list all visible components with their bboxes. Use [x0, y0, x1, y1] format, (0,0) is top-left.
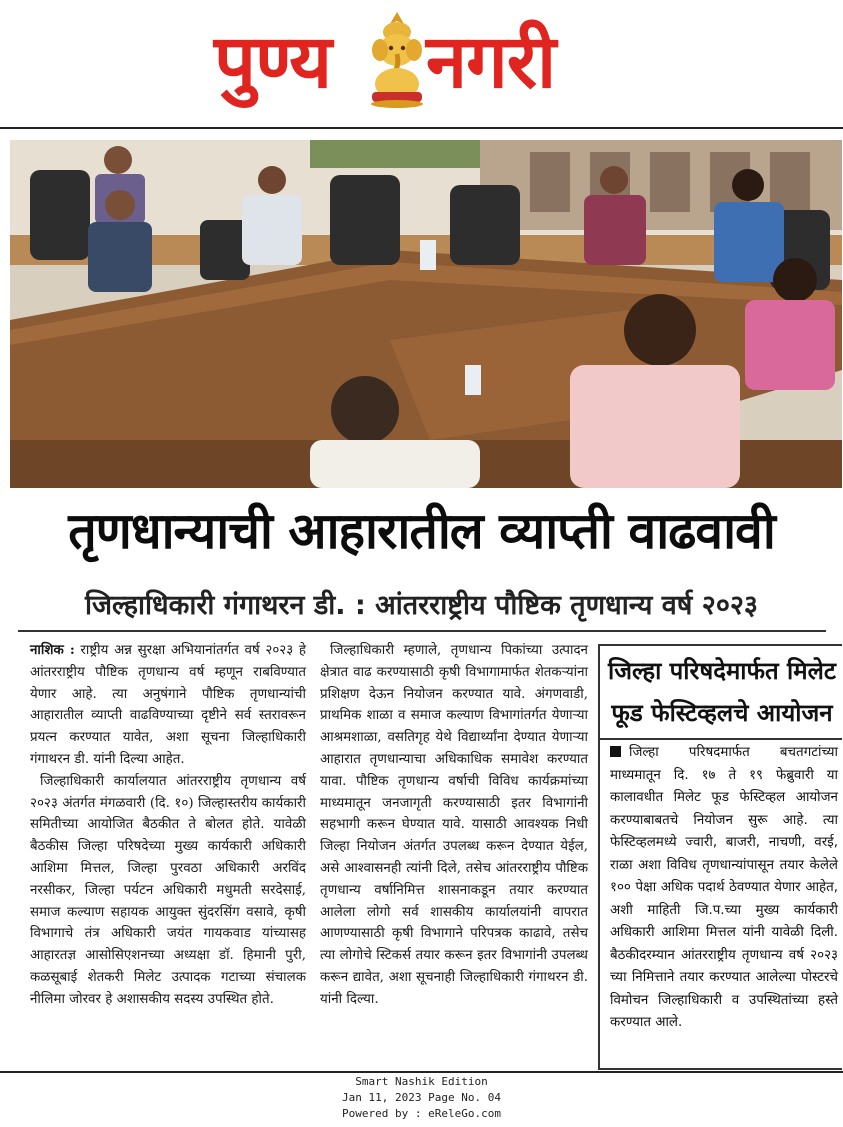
article-paragraph: जिल्हाधिकारी म्हणाले, तृणधान्य पिकांच्या उत्पादन क्षेत्रात वाढ करण्यासाठी कृषी विभागामार्फत शेतकऱ्यांना प्रशिक्षण देऊन नियोजन करण्यात यावे. अंगणवाडी, प्राथमिक शाळा व समाज कल्याण विभागांतर्गत येणाऱ्या आश्रमशाळा, वसतिगृह येथे विद्यार्थ्यांना देण्यात येणाऱ्या आहारात तृणधान्याचा अधिकाधिक समावेश करण्यात यावा. पौष्टिक तृणधान्य वर्षाची विविध कार्यक्रमांच्या माध्यमातून जनजागृती करण्यासाठी इतर विभागांनी सहभागी करून घेण्यात यावे. यासाठी आवश्यक निधी जिल्हा नियोजन अंतर्गत उपलब्ध करून देण्यात येईल, असे आश्वासनही त्यांनी दिले, तसेच आंतरराष्ट्रीय पौष्टिक तृणधान्य वर्षानिमित्त शासनाकडून तयार करण्यात आलेला लोगो सर्व शासकीय कार्यालयांनी वापरात आणण्यासाठी कृषी विभागाने परिपत्रक काढावे, तसेच त्या लोगोचे स्टिकर्स तयार करून इतर विभागांनी उपलब्ध करून द्यावेत, अशा सूचनाही जिल्हाधिकारी गंगाथरन डी. यांनी दिल्या.	[320, 643, 588, 1007]
subheadline-divider	[18, 630, 826, 632]
masthead-divider	[0, 127, 843, 129]
meeting-photo	[10, 140, 842, 488]
masthead-name-right: नगरी	[426, 19, 556, 105]
masthead-name-left: पुण्य	[214, 19, 332, 105]
ganesha-icon	[362, 8, 432, 108]
footer-divider	[0, 1071, 843, 1073]
footer-powered-by: Powered by : eReleGo.com	[342, 1107, 501, 1120]
article-column-1	[30, 640, 306, 1011]
sidebar-body	[610, 742, 838, 1035]
meeting-photo-illustration	[10, 140, 842, 488]
article-paragraph	[30, 640, 306, 771]
footer-edition: Smart Nashik Edition	[355, 1075, 488, 1088]
article-subheadline: जिल्हाधिकारी गंगाथरन डी. : आंतरराष्ट्रीय पौष्टिक तृणधान्य वर्ष २०२३	[85, 590, 758, 621]
sidebar-box	[598, 644, 842, 1070]
footer	[0, 1074, 843, 1122]
article-column-2	[320, 640, 588, 1011]
article-dateline: नाशिक :	[30, 642, 75, 658]
sidebar-body-text: जिल्हा परिषदमार्फत बचतगटांच्या माध्यमातून दि. १७ ते १९ फेब्रुवारी या कालावधीत मिलेट फूड फेस्टिव्हल आयोजन करण्याबाबतचे नियोजन सुरू आहे. त्या फेस्टिव्हलमध्ये ज्वारी, बाजरी, नाचणी, वरई, राळा अशा विविध तृणधान्यांपासून तयार केलेले १०० पेक्षा अधिक पदार्थ ठेवण्यात येणार आहेत, अशी माहिती जि.प.च्या मुख्य कार्यकारी अधिकारी आशिमा मित्तल यांनी यावेळी दिली. बैठकीदरम्यान आंतरराष्ट्रीय तृणधान्य वर्ष २०२३ च्या निमित्ताने तयार करण्यात आलेल्या पोस्टरचे विमोचन जिल्हाधिकारी व उपस्थितांच्या हस्ते करण्यात आले.	[610, 745, 838, 1030]
masthead	[0, 0, 843, 128]
sidebar-headline: जिल्हा परिषदेमार्फत मिलेट फूड फेस्टिव्हलचे आयोजन	[607, 657, 836, 727]
bullet-icon	[610, 746, 621, 757]
article-paragraph-text: राष्ट्रीय अन्न सुरक्षा अभियानांतर्गत वर्ष २०२३ हे आंतरराष्ट्रीय पौष्टिक तृणधान्य वर्ष म्हणून राबविण्यात येणार आहे. त्या अनुषंगाने पौष्टिक तृणधान्यांची आहारातील व्याप्ती वाढविण्याच्या दृष्टीने सर्व स्तरावरून प्रयत्न करण्यात यावेत, अशा सूचना जिल्हाधिकारी गंगाथरन डी. यांनी दिल्या आहेत.	[30, 643, 306, 767]
sidebar-divider	[600, 738, 842, 740]
article-headline: तृणधान्याची आहारातील व्याप्ती वाढवावी	[68, 502, 775, 560]
article-paragraph: जिल्हाधिकारी कार्यालयात आंतरराष्ट्रीय तृणधान्य वर्ष २०२३ अंतर्गत मंगळवारी (दि. १०) जिल्हास्तरीय कार्यकारी समितीच्या आयोजित बैठकीत ते बोलत होते. यावेळी बैठकीस जिल्हा परिषदेच्या मुख्य कार्यकारी अधिकारी आशिमा मित्तल, जिल्हा पुरवठा अधिकारी अरविंद नरसीकर, जिल्हा पर्यटन अधिकारी मधुमती सरदेसाई, समाज कल्याण सहायक आयुक्त सुंदरसिंग वसावे, कृषी विभागाचे तंत्र अधिकारी जयंत गायकवाड यांच्यासह आहारतज्ञ आसोसिएशनच्या अध्यक्षा डॉ. हिमानी पुरी, कळसूबाई शेतकरी मिलेट उत्पादक गटाच्या संचालक नीलिमा जोरवर हे अशासकीय सदस्य उपस्थित होते.	[30, 773, 306, 1007]
footer-date-page: Jan 11, 2023 Page No. 04	[342, 1091, 501, 1104]
